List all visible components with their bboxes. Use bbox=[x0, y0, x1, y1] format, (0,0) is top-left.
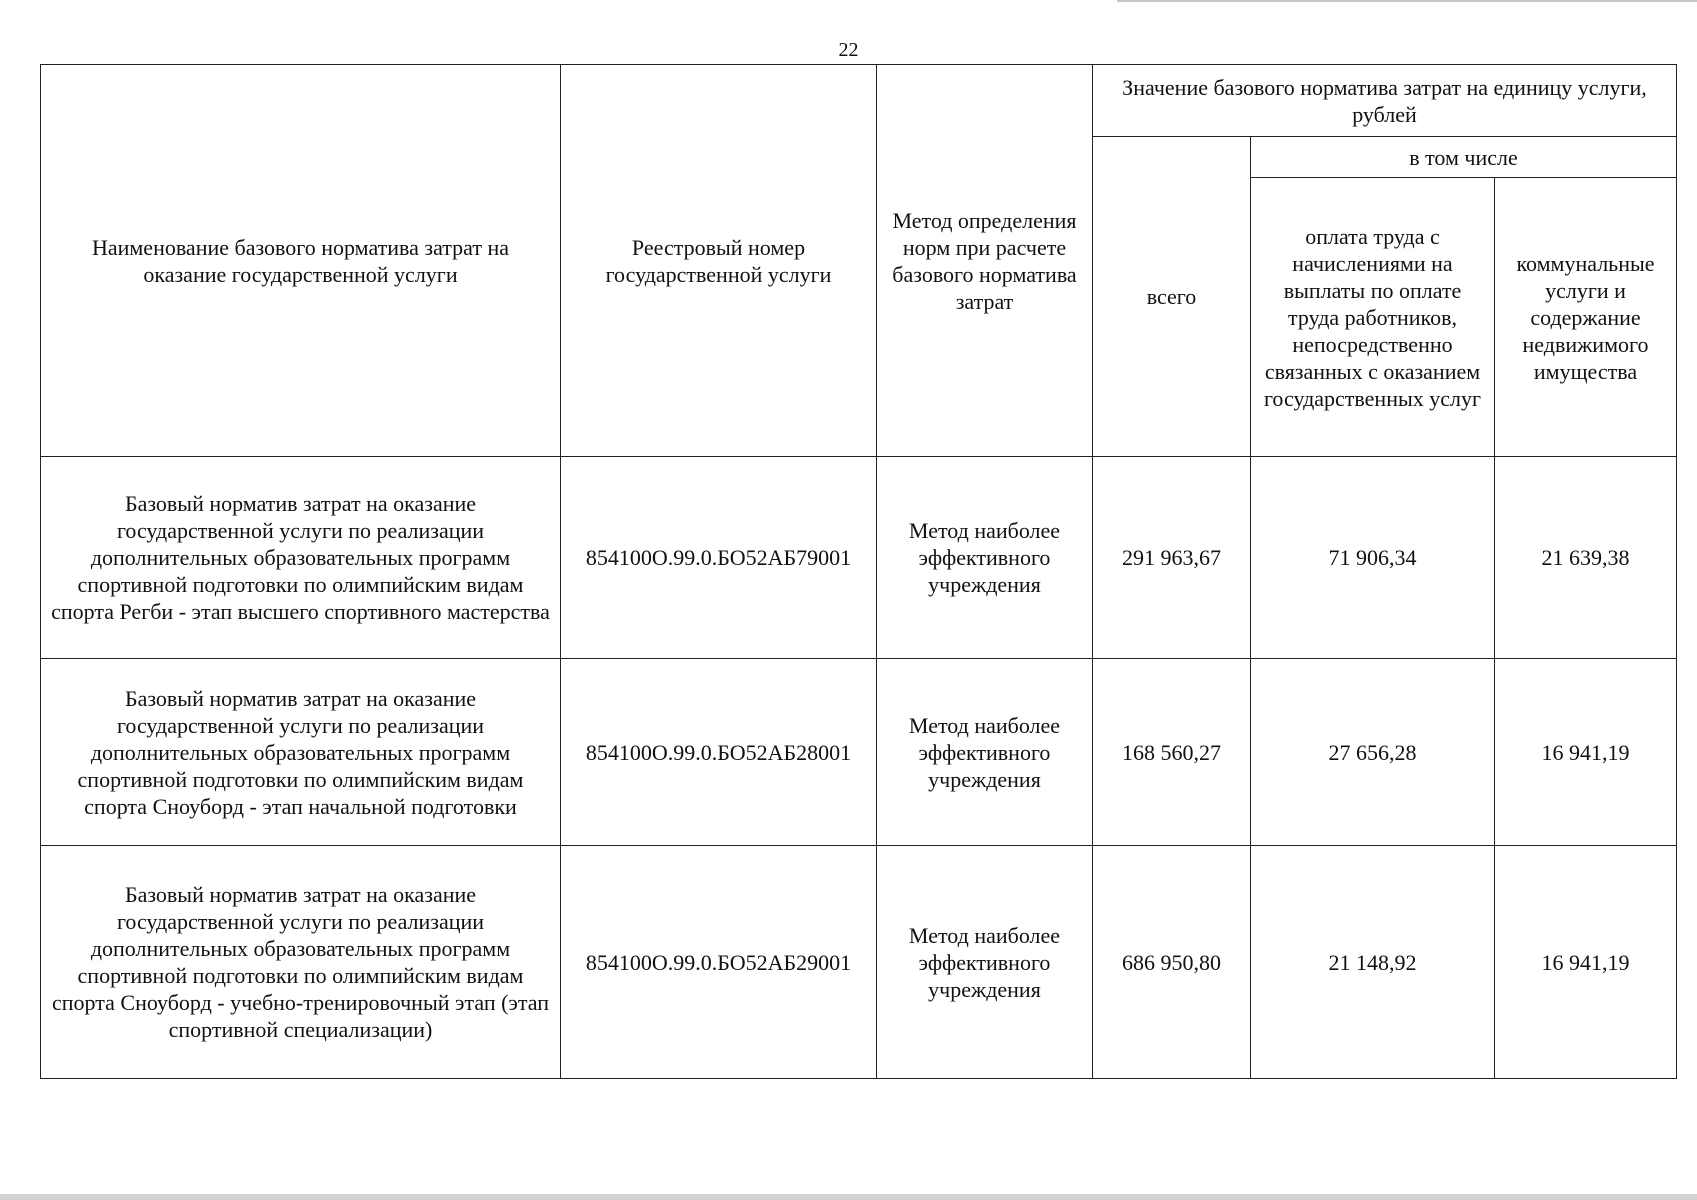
header-norm-value: Значение базового норматива затрат на единицу услуги, рублей bbox=[1093, 65, 1677, 137]
header-method: Метод определения норм при расчете базового норматива затрат bbox=[877, 65, 1093, 457]
row-labor: 21 148,92 bbox=[1251, 846, 1495, 1079]
row-name: Базовый норматив затрат на оказание государственной услуги по реализации дополнительных образовательных программ спортивной подготовки по олимпийским видам спорта Сноуборд - учебно-тренировочный этап (этап спортивной специализации) bbox=[41, 846, 561, 1079]
row-method: Метод наиболее эффективного учреждения bbox=[877, 659, 1093, 846]
row-labor: 71 906,34 bbox=[1251, 457, 1495, 659]
table-row bbox=[41, 457, 1677, 659]
row-registry-number: 854100О.99.0.БО52АБ29001 bbox=[561, 846, 877, 1079]
top-edge-mark bbox=[1117, 0, 1697, 2]
header-registry-number: Реестровый номер государственной услуги bbox=[561, 65, 877, 457]
row-utilities: 16 941,19 bbox=[1495, 846, 1677, 1079]
cost-norm-table bbox=[40, 64, 1677, 1079]
header-name: Наименование базового норматива затрат на оказание государственной услуги bbox=[41, 65, 561, 457]
row-utilities: 16 941,19 bbox=[1495, 659, 1677, 846]
bottom-scan-edge bbox=[0, 1194, 1697, 1200]
header-utilities: коммунальные услуги и содержание недвижимого имущества bbox=[1495, 178, 1677, 457]
row-total: 686 950,80 bbox=[1093, 846, 1251, 1079]
row-total: 291 963,67 bbox=[1093, 457, 1251, 659]
header-row-1 bbox=[41, 65, 1677, 137]
page-number: 22 bbox=[838, 39, 859, 61]
header-total: всего bbox=[1093, 137, 1251, 457]
header-labor: оплата труда с начислениями на выплаты по оплате труда работников, непосредственно связанных с оказанием государственных услуг bbox=[1251, 178, 1495, 457]
header-including: в том числе bbox=[1251, 137, 1677, 178]
row-labor: 27 656,28 bbox=[1251, 659, 1495, 846]
row-total: 168 560,27 bbox=[1093, 659, 1251, 846]
row-method: Метод наиболее эффективного учреждения bbox=[877, 846, 1093, 1079]
row-utilities: 21 639,38 bbox=[1495, 457, 1677, 659]
row-name: Базовый норматив затрат на оказание государственной услуги по реализации дополнительных образовательных программ спортивной подготовки по олимпийским видам спорта Сноуборд - этап начальной подготовки bbox=[41, 659, 561, 846]
table-row bbox=[41, 659, 1677, 846]
row-name: Базовый норматив затрат на оказание государственной услуги по реализации дополнительных образовательных программ спортивной подготовки по олимпийским видам спорта Регби - этап высшего спортивного мастерства bbox=[41, 457, 561, 659]
table-row bbox=[41, 846, 1677, 1079]
row-method: Метод наиболее эффективного учреждения bbox=[877, 457, 1093, 659]
row-registry-number: 854100О.99.0.БО52АБ79001 bbox=[561, 457, 877, 659]
row-registry-number: 854100О.99.0.БО52АБ28001 bbox=[561, 659, 877, 846]
